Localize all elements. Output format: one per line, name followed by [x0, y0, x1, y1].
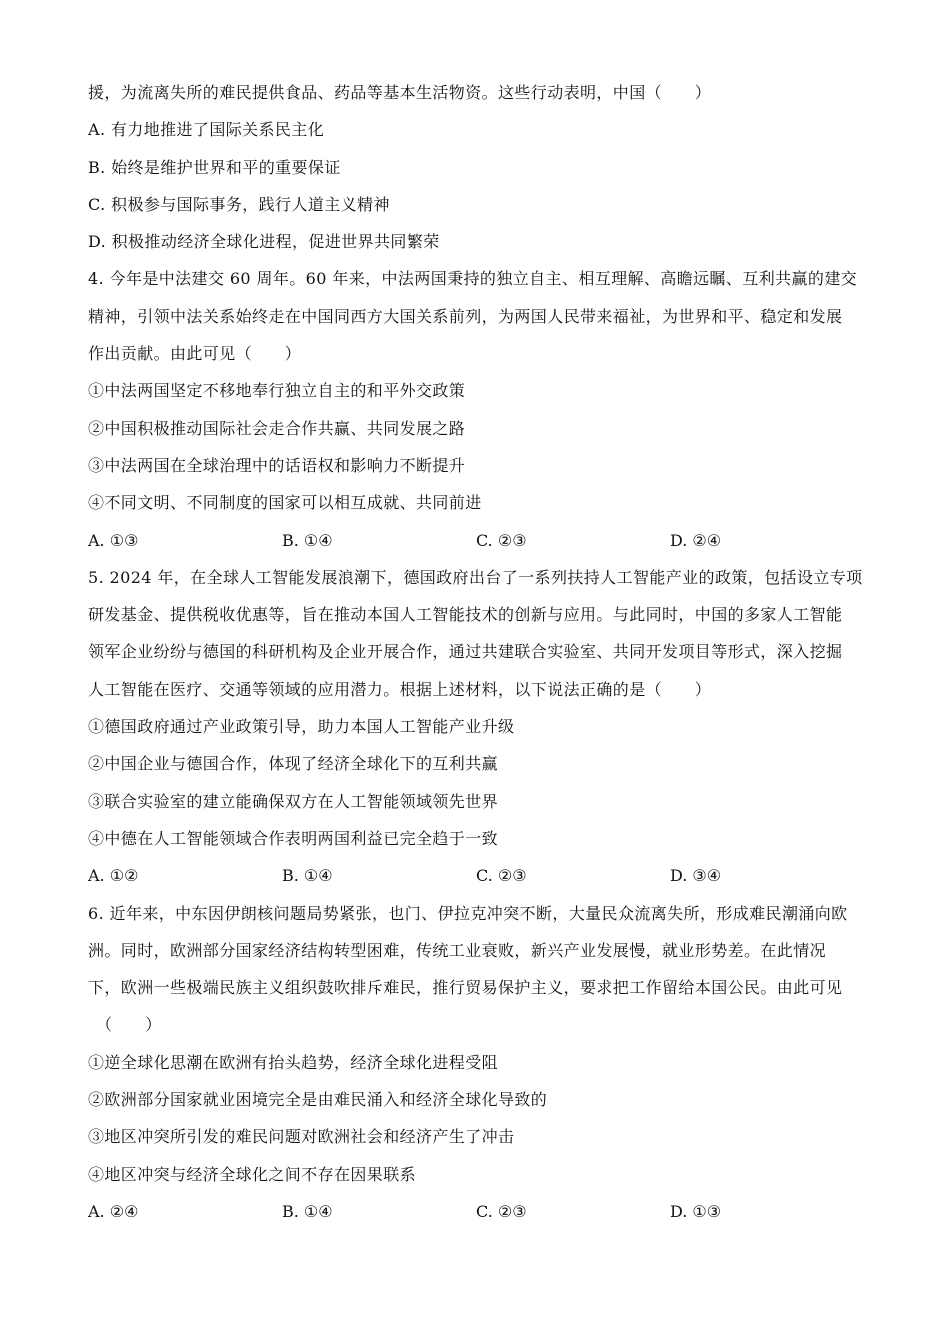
exam-page [88, 74, 868, 1230]
question-5-stem-line: 人工智能在医疗、交通等领域的应用潜力。根据上述材料，以下说法正确的是（ ） [88, 679, 712, 699]
question-4-statement-4: ④不同文明、不同制度的国家可以相互成就、共同前进 [88, 493, 482, 513]
question-3-option-d: D. 积极推动经济全球化进程，促进世界共同繁荣 [88, 232, 440, 252]
choice-b: B. ①④ [282, 530, 333, 550]
question-4-stem-line: 4. 今年是中法建交 60 周年。60 年来，中法两国秉持的独立自主、相互理解、高瞻远瞩、互利共赢的建交 [88, 269, 858, 289]
question-3-option-a: A. 有力地推进了国际关系民主化 [88, 120, 325, 140]
question-3-stem: 援，为流离失所的难民提供食品、药品等基本生活物资。这些行动表明，中国（ ） [88, 83, 712, 102]
question-4-choices [88, 522, 868, 559]
question-6 [88, 895, 868, 1231]
question-3 [88, 74, 868, 260]
question-5-statement-1: ①德国政府通过产业政策引导，助力本国人工智能产业升级 [88, 717, 515, 737]
question-4 [88, 260, 868, 558]
question-5-stem-line: 研发基金、提供税收优惠等，旨在推动本国人工智能技术的创新与应用。与此同时，中国的多家人工智能 [88, 605, 843, 625]
choice-b: B. ①④ [282, 1201, 333, 1221]
choice-b: B. ①④ [282, 866, 333, 886]
question-4-stem-line: 作出贡献。由此可见（ ） [88, 344, 302, 364]
question-5-choices [88, 857, 868, 894]
question-5-stem-line: 领军企业纷纷与德国的科研机构及企业开展合作，通过共建联合实验室、共同开发项目等形式，深入挖掘 [88, 642, 843, 662]
question-4-statement-3: ③中法两国在全球治理中的话语权和影响力不断提升 [88, 455, 466, 475]
choice-d: D. ②④ [670, 530, 722, 550]
question-4-statement-2: ②中国积极推动国际社会走合作共赢、共同发展之路 [88, 418, 466, 438]
question-6-stem-line: 下，欧洲一些极端民族主义组织鼓吹排斥难民，推行贸易保护主义，要求把工作留给本国公民。由此可见 [88, 978, 843, 998]
question-5-statement-2: ②中国企业与德国合作，体现了经济全球化下的互利共赢 [88, 754, 499, 774]
choice-c: C. ②③ [476, 866, 527, 886]
question-6-stem-line: 洲。同时，欧洲部分国家经济结构转型困难，传统工业衰败，新兴产业发展慢，就业形势差。在此情况 [88, 940, 827, 960]
question-6-statement-3: ③地区冲突所引发的难民问题对欧洲社会和经济产生了冲击 [88, 1127, 515, 1147]
choice-c: C. ②③ [476, 530, 527, 550]
choice-a: A. ②④ [88, 1201, 139, 1221]
question-5-statement-3: ③联合实验室的建立能确保双方在人工智能领域领先世界 [88, 791, 499, 811]
question-5-stem-line: 5. 2024 年，在全球人工智能发展浪潮下，德国政府出台了一系列扶持人工智能产业的政策，包括设立专项 [88, 567, 863, 587]
question-6-statement-1: ①逆全球化思潮在欧洲有抬头趋势，经济全球化进程受阻 [88, 1052, 499, 1072]
choice-a: A. ①③ [88, 530, 139, 550]
question-6-stem-line: 6. 近年来，中东因伊朗核问题局势紧张，也门、伊拉克冲突不断，大量民众流离失所，形成难民潮涌向欧 [88, 903, 848, 923]
choice-d: D. ①③ [670, 1201, 722, 1221]
question-5 [88, 559, 868, 895]
question-5-statement-4: ④中德在人工智能领域合作表明两国利益已完全趋于一致 [88, 828, 499, 848]
question-4-stem-line: 精神，引领中法关系始终走在中国同西方大国关系前列，为两国人民带来福祉，为世界和平、稳定和发展 [88, 306, 843, 326]
question-3-option-c: C. 积极参与国际事务，践行人道主义精神 [88, 194, 390, 214]
choice-c: C. ②③ [476, 1201, 527, 1221]
question-3-option-b: B. 始终是维护世界和平的重要保证 [88, 157, 341, 177]
question-4-statement-1: ①中法两国坚定不移地奉行独立自主的和平外交政策 [88, 381, 466, 401]
question-6-statement-4: ④地区冲突与经济全球化之间不存在因果联系 [88, 1164, 417, 1184]
question-6-choices [88, 1193, 868, 1230]
choice-d: D. ③④ [670, 866, 722, 886]
question-6-stem-line: （ ） [96, 1015, 162, 1035]
choice-a: A. ①② [88, 866, 139, 886]
question-6-statement-2: ②欧洲部分国家就业困境完全是由难民涌入和经济全球化导致的 [88, 1090, 548, 1110]
